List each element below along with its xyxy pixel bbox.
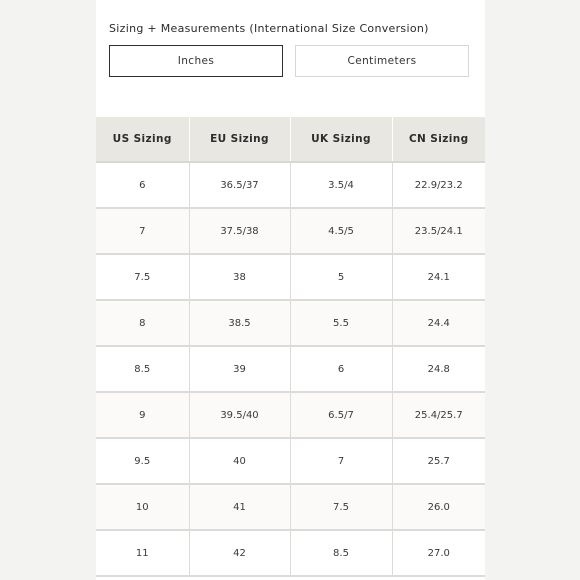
cn-size-cell: 23.5/24.1 bbox=[392, 208, 485, 254]
cn-size-cell: 25.7 bbox=[392, 438, 485, 484]
eu-size-cell: 38 bbox=[189, 254, 290, 300]
eu-size-cell: 36.5/37 bbox=[189, 162, 290, 208]
us-size-cell: 8.5 bbox=[96, 346, 189, 392]
eu-size-cell: 38.5 bbox=[189, 300, 290, 346]
cn-size-cell: 24.4 bbox=[392, 300, 485, 346]
us-size-cell: 8 bbox=[96, 300, 189, 346]
uk-size-cell: 6.5/7 bbox=[290, 392, 392, 438]
size-chart-panel bbox=[96, 0, 485, 580]
table-row bbox=[96, 208, 485, 254]
uk-size-cell: 7 bbox=[290, 438, 392, 484]
us-size-cell: 10 bbox=[96, 484, 189, 530]
eu-size-cell: 40 bbox=[189, 438, 290, 484]
cn-size-cell: 22.9/23.2 bbox=[392, 162, 485, 208]
section-title: Sizing + Measurements (International Size Conversion) bbox=[109, 22, 429, 35]
table-row bbox=[96, 346, 485, 392]
us-size-cell: 11 bbox=[96, 530, 189, 576]
header-cn-sizing: CN Sizing bbox=[392, 117, 485, 162]
eu-size-cell: 39.5/40 bbox=[189, 392, 290, 438]
table-header-row bbox=[96, 117, 485, 162]
cn-size-cell: 24.1 bbox=[392, 254, 485, 300]
us-size-cell: 6 bbox=[96, 162, 189, 208]
us-size-cell: 7.5 bbox=[96, 254, 189, 300]
cn-size-cell: 27.0 bbox=[392, 530, 485, 576]
header-eu-sizing: EU Sizing bbox=[189, 117, 290, 162]
table-row bbox=[96, 254, 485, 300]
eu-size-cell: 41 bbox=[189, 484, 290, 530]
centimeters-button[interactable]: Centimeters bbox=[295, 45, 469, 77]
uk-size-cell: 5 bbox=[290, 254, 392, 300]
inches-button[interactable]: Inches bbox=[109, 45, 283, 77]
eu-size-cell: 39 bbox=[189, 346, 290, 392]
us-size-cell: 9 bbox=[96, 392, 189, 438]
header-uk-sizing: UK Sizing bbox=[290, 117, 392, 162]
uk-size-cell: 8.5 bbox=[290, 530, 392, 576]
size-conversion-table bbox=[96, 117, 485, 577]
eu-size-cell: 42 bbox=[189, 530, 290, 576]
us-size-cell: 7 bbox=[96, 208, 189, 254]
table-row bbox=[96, 530, 485, 576]
header-us-sizing: US Sizing bbox=[96, 117, 189, 162]
us-size-cell: 9.5 bbox=[96, 438, 189, 484]
table-row bbox=[96, 438, 485, 484]
uk-size-cell: 6 bbox=[290, 346, 392, 392]
table-row bbox=[96, 484, 485, 530]
table-row bbox=[96, 300, 485, 346]
table-row bbox=[96, 392, 485, 438]
eu-size-cell: 37.5/38 bbox=[189, 208, 290, 254]
uk-size-cell: 7.5 bbox=[290, 484, 392, 530]
uk-size-cell: 3.5/4 bbox=[290, 162, 392, 208]
cn-size-cell: 26.0 bbox=[392, 484, 485, 530]
table-row bbox=[96, 162, 485, 208]
cn-size-cell: 24.8 bbox=[392, 346, 485, 392]
cn-size-cell: 25.4/25.7 bbox=[392, 392, 485, 438]
uk-size-cell: 5.5 bbox=[290, 300, 392, 346]
uk-size-cell: 4.5/5 bbox=[290, 208, 392, 254]
